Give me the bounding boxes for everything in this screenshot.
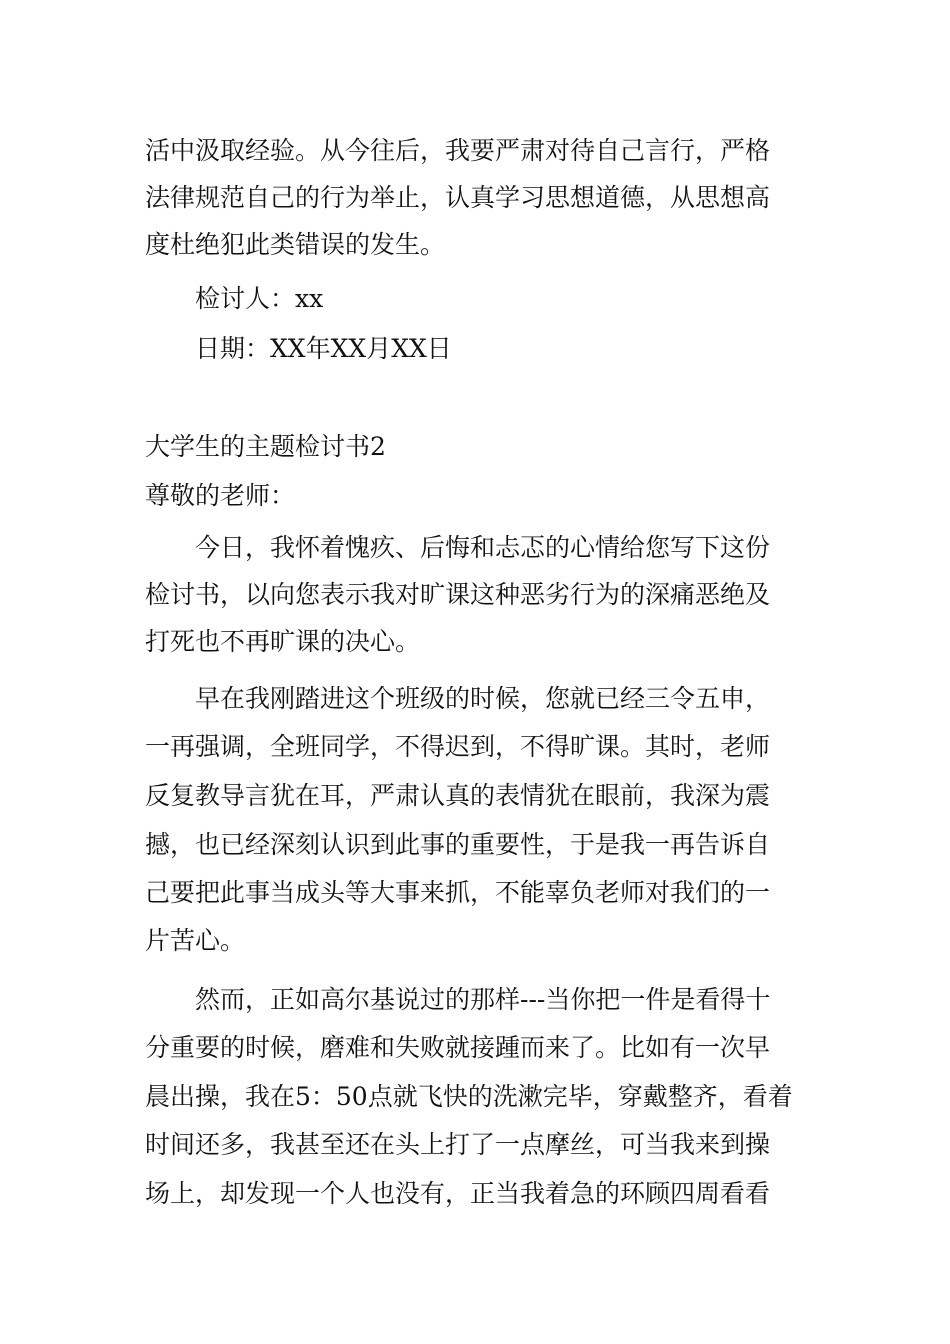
paragraph-line: 今日，我怀着愧疚、后悔和忐忑的心情给您写下这份 [195, 533, 771, 562]
paragraph-line: 早在我刚踏进这个班级的时候，您就已经三令五申， [195, 684, 771, 713]
paragraph-line: 然而，正如高尔基说过的那样---当你把一件是看得十 [195, 985, 771, 1014]
paragraph-line: 片苦心。 [145, 926, 246, 955]
signature-line: 检讨人：xx [195, 284, 324, 313]
paragraph-line: 时间还多，我甚至还在头上打了一点摩丝，可当我来到操 [145, 1130, 771, 1159]
paragraph-line: 法律规范自己的行为举止，认真学习思想道德，从思想高 [145, 183, 771, 212]
paragraph-line: 打死也不再旷课的决心。 [145, 627, 421, 656]
section-title: 大学生的主题检讨书2 [145, 432, 386, 461]
paragraph-line: 检讨书，以向您表示我对旷课这种恶劣行为的深痛恶绝及 [145, 580, 771, 609]
paragraph-line: 撼，也已经深刻认识到此事的重要性，于是我一再告诉自 [145, 830, 771, 859]
paragraph-line: 晨出操，我在5：50点就飞快的洗漱完毕，穿戴整齐，看着 [145, 1082, 793, 1111]
salutation: 尊敬的老师： [145, 481, 296, 510]
paragraph-line: 反复教导言犹在耳，严肃认真的表情犹在眼前，我深为震 [145, 781, 771, 810]
paragraph-line: 度杜绝犯此类错误的发生。 [145, 230, 446, 259]
paragraph-line: 活中汲取经验。从今往后，我要严肃对待自己言行，严格 [145, 136, 771, 165]
paragraph-line: 己要把此事当成头等大事来抓，不能辜负老师对我们的一 [145, 878, 771, 907]
paragraph-line: 场上，却发现一个人也没有，正当我着急的环顾四周看看 [145, 1179, 771, 1208]
date-line: 日期：XX年XX月XX日 [195, 334, 452, 363]
paragraph-line: 分重要的时候，磨难和失败就接踵而来了。比如有一次早 [145, 1033, 771, 1062]
paragraph-line: 一再强调，全班同学，不得迟到，不得旷课。其时，老师 [145, 732, 771, 761]
